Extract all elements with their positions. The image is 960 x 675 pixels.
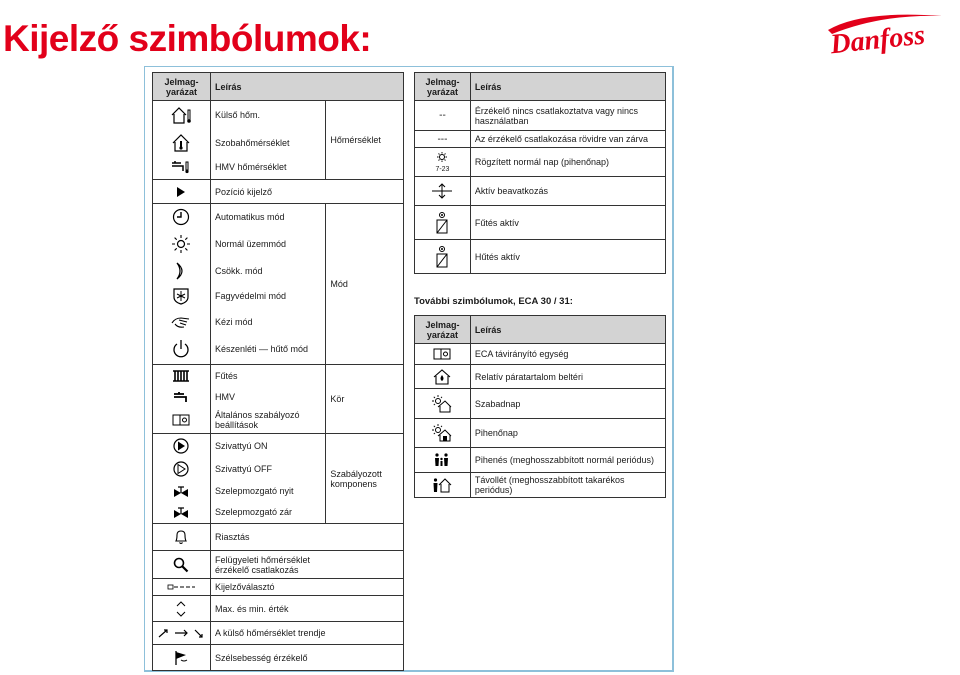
symbol-cell <box>415 389 471 419</box>
header-symbol: Jelmag- yarázat <box>153 73 211 101</box>
play-triangle-icon <box>176 186 186 198</box>
row-label: Külső hőm. <box>210 101 325 130</box>
symbol-cell <box>153 551 211 579</box>
symbol-cell <box>153 622 211 645</box>
valve-open-icon <box>173 485 189 497</box>
table-row <box>153 204 404 231</box>
table-row <box>415 344 666 365</box>
symbol-cell <box>415 344 471 365</box>
row-label: HMV hőmérséklet <box>210 156 325 180</box>
symbol-cell <box>415 177 471 206</box>
header-symbol: Jelmag- yarázat <box>415 316 471 344</box>
row-label: Fagyvédelmi mód <box>210 284 325 309</box>
row-label: Pihenés (meghosszabbított normál periódus) <box>470 448 665 473</box>
table-header <box>153 73 404 101</box>
table-row <box>153 551 404 579</box>
symbol-cell <box>153 335 211 365</box>
radiator-icon <box>172 370 190 382</box>
tap-thermometer-icon <box>171 160 191 174</box>
row-label: Normál üzemmód <box>210 231 325 258</box>
row-label: Szobahőmérséklet <box>210 130 325 156</box>
pump-off-icon <box>173 461 189 477</box>
valve-close-icon <box>173 506 189 518</box>
pump-on-icon <box>173 438 189 454</box>
row-label: Általános szabályozó beállítások <box>210 407 325 434</box>
table-row <box>415 448 666 473</box>
symbol-cell <box>153 309 211 335</box>
table-row <box>415 101 666 131</box>
table-row <box>153 645 404 671</box>
symbol-cell <box>153 524 211 551</box>
header-description: Leírás <box>210 73 325 101</box>
row-label: Pihenőnap <box>470 419 665 448</box>
row-label: Max. és min. érték <box>210 596 403 622</box>
table-row <box>415 473 666 498</box>
header-description: Leírás <box>470 73 665 101</box>
cooling-active-icon <box>436 246 448 268</box>
table-header <box>415 316 666 344</box>
row-label: Aktív beavatkozás <box>470 177 665 206</box>
table-row <box>153 180 404 204</box>
table-row <box>153 365 404 387</box>
row-label: Szivattyú ON <box>210 434 325 458</box>
eca-remote-icon <box>433 348 451 360</box>
row-label: Felügyeleti hőmérséklet érzékelő csatlakozás <box>210 551 403 579</box>
house-thermometer-icon <box>170 106 192 124</box>
power-icon <box>172 339 190 359</box>
eca-symbol-table <box>414 315 666 498</box>
row-label: Pozíció kijelző <box>210 180 325 204</box>
header-group <box>326 73 404 101</box>
row-label: Riasztás <box>210 524 403 551</box>
fixed-day-sun-icon <box>433 152 451 166</box>
fixed-day-hours: 7-23 <box>435 165 450 173</box>
family-icon <box>433 453 451 467</box>
symbol-cell <box>153 407 211 434</box>
symbol-cell <box>415 206 471 240</box>
not-connected-symbol: -- <box>415 101 471 131</box>
table-row <box>415 177 666 206</box>
display-selector-icon <box>167 584 195 590</box>
frost-shield-icon <box>172 287 190 305</box>
trend-arrows-icon <box>157 627 205 639</box>
symbol-cell <box>153 204 211 231</box>
moon-icon <box>175 262 187 280</box>
row-label: HMV <box>210 387 325 407</box>
row-label: Kijelzőválasztó <box>210 579 403 596</box>
row-label: Szélsebesség érzékelő <box>210 645 403 671</box>
table-row <box>153 101 404 130</box>
hand-icon <box>171 315 191 329</box>
group-circuit: Kör <box>326 365 404 434</box>
symbol-cell <box>153 258 211 284</box>
holiday-icon <box>432 395 452 413</box>
header-description: Leírás <box>470 316 665 344</box>
row-label: Hűtés aktív <box>470 240 665 274</box>
logo-text: Danfoss <box>828 19 927 61</box>
row-label: Fűtés <box>210 365 325 387</box>
table-row <box>153 579 404 596</box>
group-mode: Mód <box>326 204 404 365</box>
row-label: Szelepmozgató nyit <box>210 480 325 502</box>
table-row <box>415 206 666 240</box>
row-label: Kézi mód <box>210 309 325 335</box>
house-indoor-icon <box>172 134 190 152</box>
symbol-cell <box>153 101 211 130</box>
symbol-cell <box>415 240 471 274</box>
row-label: Érzékelő nincs csatlakoztatva vagy nincs használatban <box>470 101 665 131</box>
header-symbol: Jelmag- yarázat <box>415 73 471 101</box>
row-label: Az érzékelő csatlakozása rövidre van zárva <box>470 131 665 148</box>
tap-icon <box>172 391 190 403</box>
symbol-cell <box>153 502 211 524</box>
row-label: Rögzített normál nap (pihenőnap) <box>470 148 665 177</box>
row-label: A külső hőmérséklet trendje <box>210 622 403 645</box>
table-row <box>153 622 404 645</box>
wind-flag-icon <box>173 650 189 666</box>
symbol-cell <box>153 156 211 180</box>
row-label: Szelepmozgató zár <box>210 502 325 524</box>
magnifier-icon <box>173 557 189 573</box>
row-label: Szabadnap <box>470 389 665 419</box>
symbol-cell <box>153 480 211 502</box>
table-row <box>415 148 666 177</box>
symbol-cell <box>153 434 211 458</box>
symbol-cell <box>415 448 471 473</box>
table-row <box>415 419 666 448</box>
danfoss-logo <box>822 8 948 61</box>
symbol-cell <box>153 284 211 309</box>
symbol-cell <box>153 645 211 671</box>
symbol-cell <box>415 365 471 389</box>
row-label: Automatikus mód <box>210 204 325 231</box>
row-label: Szivattyú OFF <box>210 458 325 480</box>
symbol-cell <box>153 130 211 156</box>
symbol-cell <box>153 458 211 480</box>
sun-icon <box>172 235 190 253</box>
group-temperature: Hőmérséklet <box>326 101 404 180</box>
table-row <box>415 131 666 148</box>
symbol-cell <box>415 148 471 177</box>
symbol-cell <box>153 231 211 258</box>
symbol-cell <box>153 596 211 622</box>
active-override-icon <box>431 183 453 199</box>
bell-icon <box>173 529 189 545</box>
row-label: Készenléti — hűtő mód <box>210 335 325 365</box>
symbol-cell <box>153 387 211 407</box>
symbol-cell <box>153 365 211 387</box>
symbol-cell <box>415 419 471 448</box>
row-label: Távollét (meghosszabbított takarékos periódus) <box>470 473 665 498</box>
row-label: Csökk. mód <box>210 258 325 284</box>
away-icon <box>432 477 452 493</box>
row-label: Relatív páratartalom beltéri <box>470 365 665 389</box>
symbol-cell <box>415 473 471 498</box>
left-symbol-table <box>152 72 404 671</box>
table-row <box>415 365 666 389</box>
group-components: Szabályozott komponens <box>326 434 404 524</box>
row-label: ECA távirányító egység <box>470 344 665 365</box>
clock-icon <box>172 208 190 226</box>
table-row <box>153 596 404 622</box>
symbol-cell <box>153 180 211 204</box>
row-label: Fűtés aktív <box>470 206 665 240</box>
rest-day-icon <box>432 424 452 442</box>
short-circuit-symbol: --- <box>415 131 471 148</box>
heating-active-icon <box>436 212 448 234</box>
table-row <box>153 434 404 458</box>
min-max-arrows-icon <box>175 600 187 618</box>
further-symbols-title: További szimbólumok, ECA 30 / 31: <box>414 296 573 307</box>
general-settings-icon <box>172 414 190 426</box>
table-row <box>415 240 666 274</box>
symbol-cell <box>153 579 211 596</box>
table-header <box>415 73 666 101</box>
slide-title: Kijelző szimbólumok: <box>3 18 372 59</box>
table-row <box>415 389 666 419</box>
right-symbol-table <box>414 72 666 274</box>
humidity-house-icon <box>433 369 451 385</box>
table-row <box>153 524 404 551</box>
